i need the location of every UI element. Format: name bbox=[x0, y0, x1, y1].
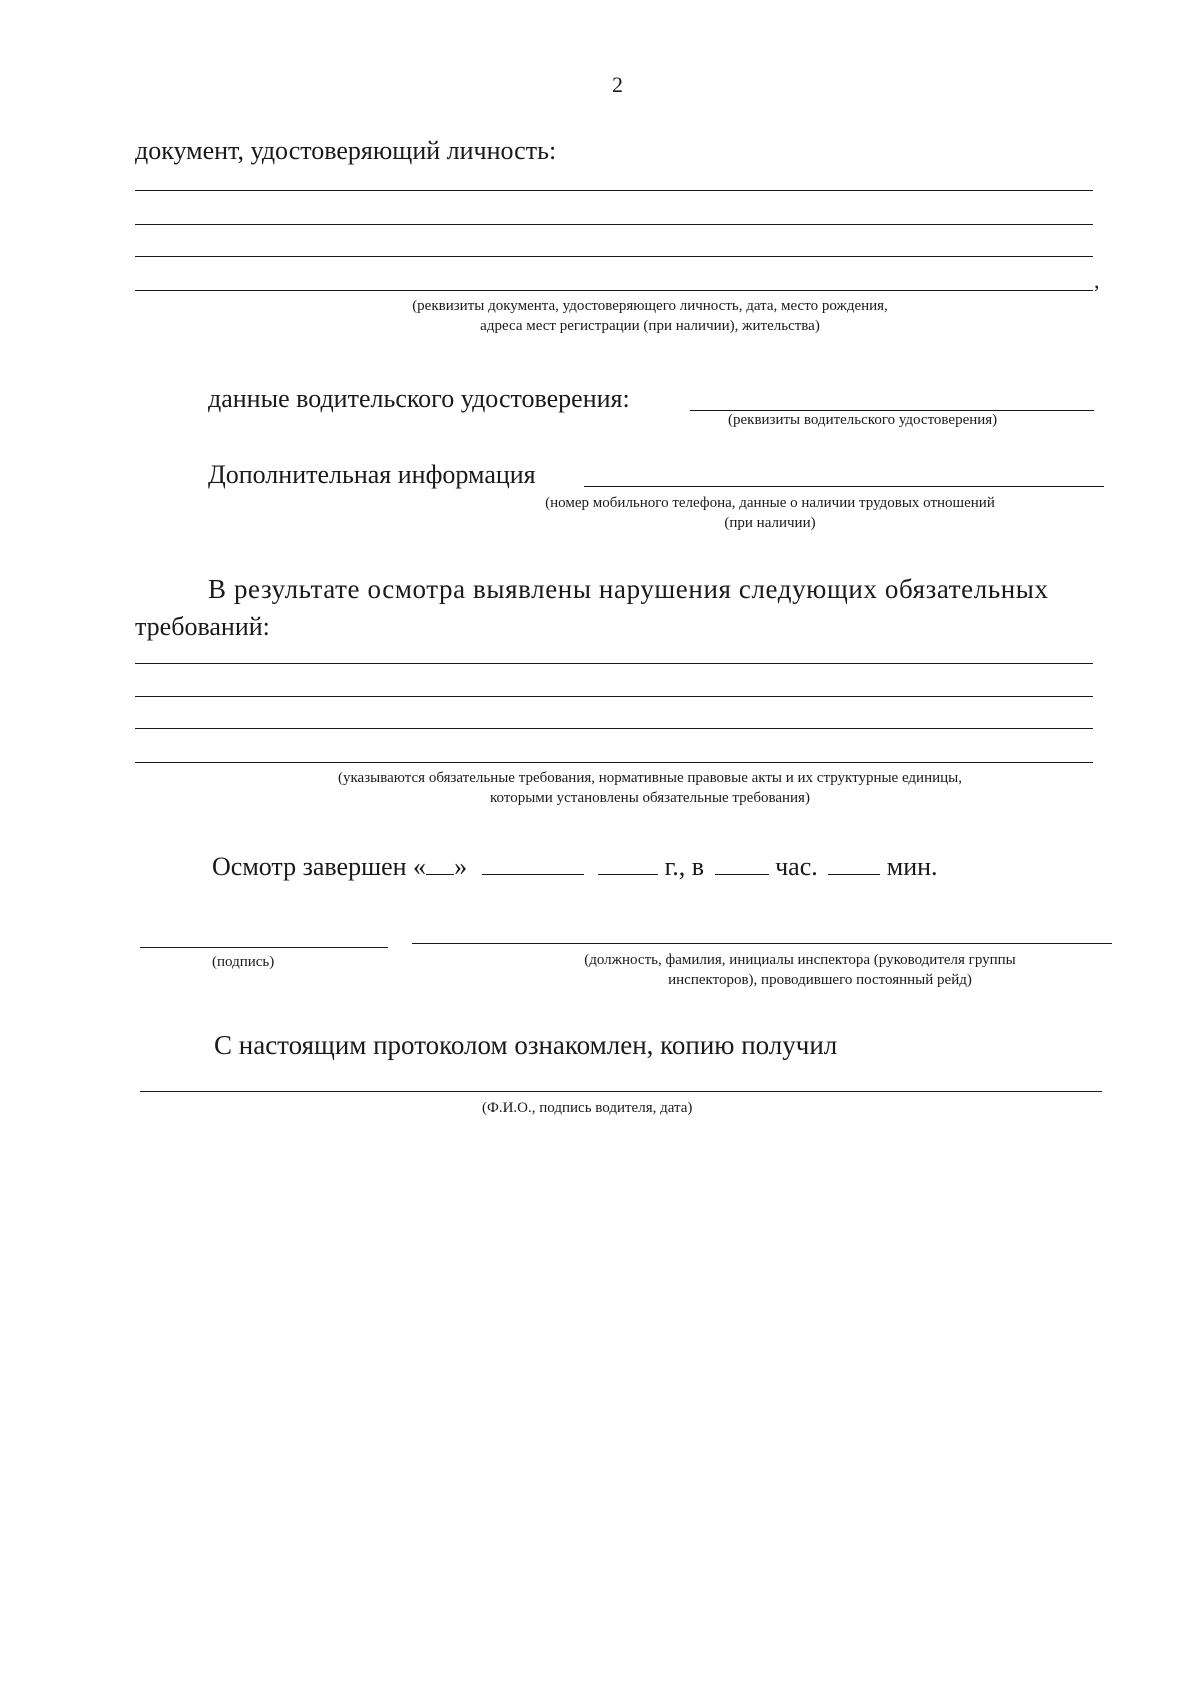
identity-fill-line-3[interactable] bbox=[135, 256, 1093, 257]
identity-caption bbox=[300, 296, 1000, 336]
additional-info-caption-line-1: (номер мобильного телефона, данные о наличии трудовых отношений bbox=[545, 495, 995, 511]
inspection-completed-line bbox=[212, 852, 938, 882]
identity-document-label: документ, удостоверяющий личность: bbox=[135, 136, 557, 165]
additional-info-caption bbox=[440, 493, 1100, 533]
license-fill-line[interactable] bbox=[690, 410, 1094, 411]
day-blank[interactable] bbox=[426, 873, 454, 875]
minutes-label: мин. bbox=[886, 852, 938, 881]
hours-label: час. bbox=[775, 852, 818, 881]
year-suffix: г., в bbox=[664, 852, 705, 881]
additional-info-label: Дополнительная информация bbox=[208, 460, 536, 489]
completed-quote-close: » bbox=[454, 852, 468, 881]
license-caption: (реквизиты водительского удостоверения) bbox=[728, 412, 998, 428]
additional-info-caption-line-2: (при наличии) bbox=[724, 515, 816, 531]
violations-text-line-1: В результате осмотра выявлены нарушения следующих обязательных bbox=[208, 574, 1049, 604]
acknowledgement-text: С настоящим протоколом ознакомлен, копию получил bbox=[214, 1030, 838, 1060]
violations-fill-line-3[interactable] bbox=[135, 728, 1093, 729]
violations-caption bbox=[200, 768, 1100, 808]
completed-prefix: Осмотр завершен « bbox=[212, 852, 427, 881]
signature-line[interactable] bbox=[140, 947, 388, 948]
identity-trailing-comma: , bbox=[1094, 268, 1100, 293]
minutes-blank[interactable] bbox=[828, 873, 880, 875]
year-blank[interactable] bbox=[598, 873, 658, 875]
violations-fill-line-1[interactable] bbox=[135, 663, 1093, 664]
acknowledgement-fill-line[interactable] bbox=[140, 1091, 1102, 1092]
month-blank[interactable] bbox=[482, 873, 584, 875]
violations-caption-line-2: которыми установлены обязательные требования) bbox=[490, 790, 810, 806]
page-number: 2 bbox=[612, 72, 623, 97]
violations-fill-line-2[interactable] bbox=[135, 696, 1093, 697]
inspector-caption-line-2: инспекторов), проводившего постоянный рейд) bbox=[668, 972, 972, 988]
identity-fill-line-1[interactable] bbox=[135, 190, 1093, 191]
inspector-caption-line-1: (должность, фамилия, инициалы инспектора (руководителя группы bbox=[584, 952, 1016, 968]
inspector-caption bbox=[480, 950, 1120, 990]
signature-caption: (подпись) bbox=[212, 954, 275, 970]
additional-info-fill-line[interactable] bbox=[584, 486, 1104, 487]
violations-text-line-2: требований: bbox=[135, 612, 270, 641]
license-label: данные водительского удостоверения: bbox=[208, 384, 630, 413]
identity-fill-line-2[interactable] bbox=[135, 224, 1093, 225]
violations-caption-line-1: (указываются обязательные требования, нормативные правовые акты и их структурные единицы, bbox=[338, 770, 962, 786]
inspector-line[interactable] bbox=[412, 943, 1112, 944]
identity-caption-line-2: адреса мест регистрации (при наличии), жительства) bbox=[480, 318, 820, 334]
identity-caption-line-1: (реквизиты документа, удостоверяющего личность, дата, место рождения, bbox=[412, 298, 888, 314]
violations-fill-line-4[interactable] bbox=[135, 762, 1093, 763]
hours-blank[interactable] bbox=[715, 873, 769, 875]
identity-fill-line-4[interactable] bbox=[135, 290, 1093, 291]
acknowledgement-caption: (Ф.И.О., подпись водителя, дата) bbox=[482, 1100, 693, 1116]
